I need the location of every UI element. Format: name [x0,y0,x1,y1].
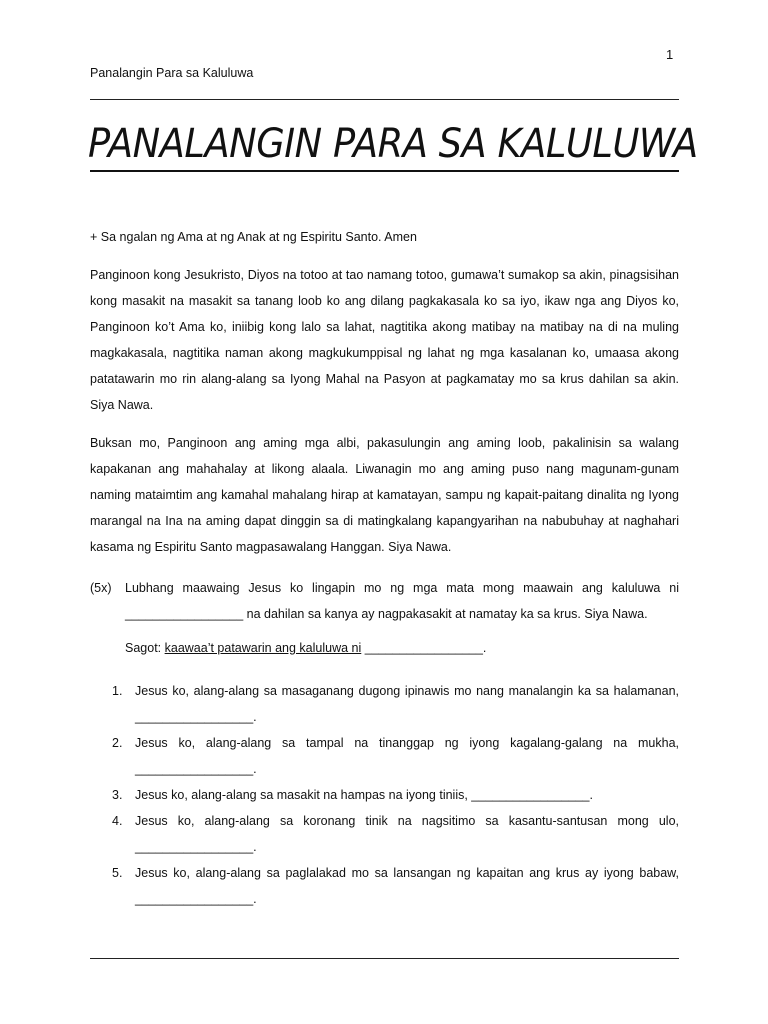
running-header: Panalangin Para sa Kaluluwa [90,66,254,80]
paragraph-1: Panginoon kong Jesukristo, Diyos na totoo at tao namang totoo, gumawa’t sumakop sa akin, pinagsisihan kong masakit na masakit sa tanang loob ko ang dilang pagkakasala ko sa iyo, ikaw nga ang Diyos ko, Panginoon ko’t Ama ko, iniibig kong lalo sa lahat, nagtitika akong matibay na matibay na di na muling magkakasala, nagtitika naman akong magkukumppisal ng lahat ng mga kasalanan ko, umaasa akong patatawarin mo rin alang-alang sa Iyong Mahal na Pasyon at pagkamatay mo sa krus dahilan sa akin. Siya Nawa. [90,268,679,412]
list-text: Jesus ko, alang-alang sa paglalakad mo sa lansangan ng kapaitan ang krus ay iyong babaw, _________________. [135,866,679,906]
list-item [112,730,679,782]
footer-rule [90,958,679,959]
list-number: 3. [112,788,123,802]
list-text: Jesus ko, alang-alang sa tampal na tinanggap ng iyong kagalang-galang na mukha, _________________. [135,736,679,776]
litany-text: Lubhang maawaing Jesus ko lingapin mo ng mga mata mong maawain ang kaluluwa ni _________________ na dahilan sa kanya ay nagpakasakit at namatay ka sa krus. Siya Nawa. [125,581,679,621]
header-rule [90,99,679,100]
response-text: kaawaa’t patawarin ang kaluluwa ni [164,641,362,655]
list-text: Jesus ko, alang-alang sa koronang tinik na nagsitimo sa kasantu-santusan mong ulo, _________________. [135,814,679,854]
document-title: PANALANGIN PARA SA KALULUWA [88,121,698,167]
invocation: + Sa ngalan ng Ama at ng Anak at ng Espiritu Santo. Amen [90,230,417,244]
response-blank: _________________. [361,641,487,655]
list-number: 1. [112,684,123,698]
response-label: Sagot: [125,641,162,655]
list-number: 2. [112,736,123,750]
title-underline [90,170,679,172]
list-text: Jesus ko, alang-alang sa masaganang dugong ipinawis mo nang manalangin ka sa halamanan, _________________. [135,684,679,724]
list-item [112,782,679,808]
list-number: 4. [112,814,123,828]
response [125,641,486,655]
list-item [112,678,679,730]
repeat-marker: (5x) [90,581,112,595]
list-item [112,860,679,912]
litany [90,575,679,627]
paragraph-2: Buksan mo, Panginoon ang aming mga albi, pakasulungin ang aming loob, pakalinisin sa walang kapakanan ang mahahalay at likong alaala. Liwanagin mo ang aming puso nang magunam-gunam naming mataimtim ang kamahal mahalang hirap at kamatayan, sampu ng kapait-paitang dinalita ng Iyong marangal na Ina na aming dapat dinggin sa di matingkalang kapangyarihan na nabubuhay at naghahari kasama ng Espiritu Santo magpasawalang Hanggan. Siya Nawa. [90,436,679,554]
list-item [112,808,679,860]
list-text: Jesus ko, alang-alang sa masakit na hampas na iyong tiniis, _________________. [135,788,593,802]
page-number: 1 [666,47,674,62]
list-number: 5. [112,866,123,880]
